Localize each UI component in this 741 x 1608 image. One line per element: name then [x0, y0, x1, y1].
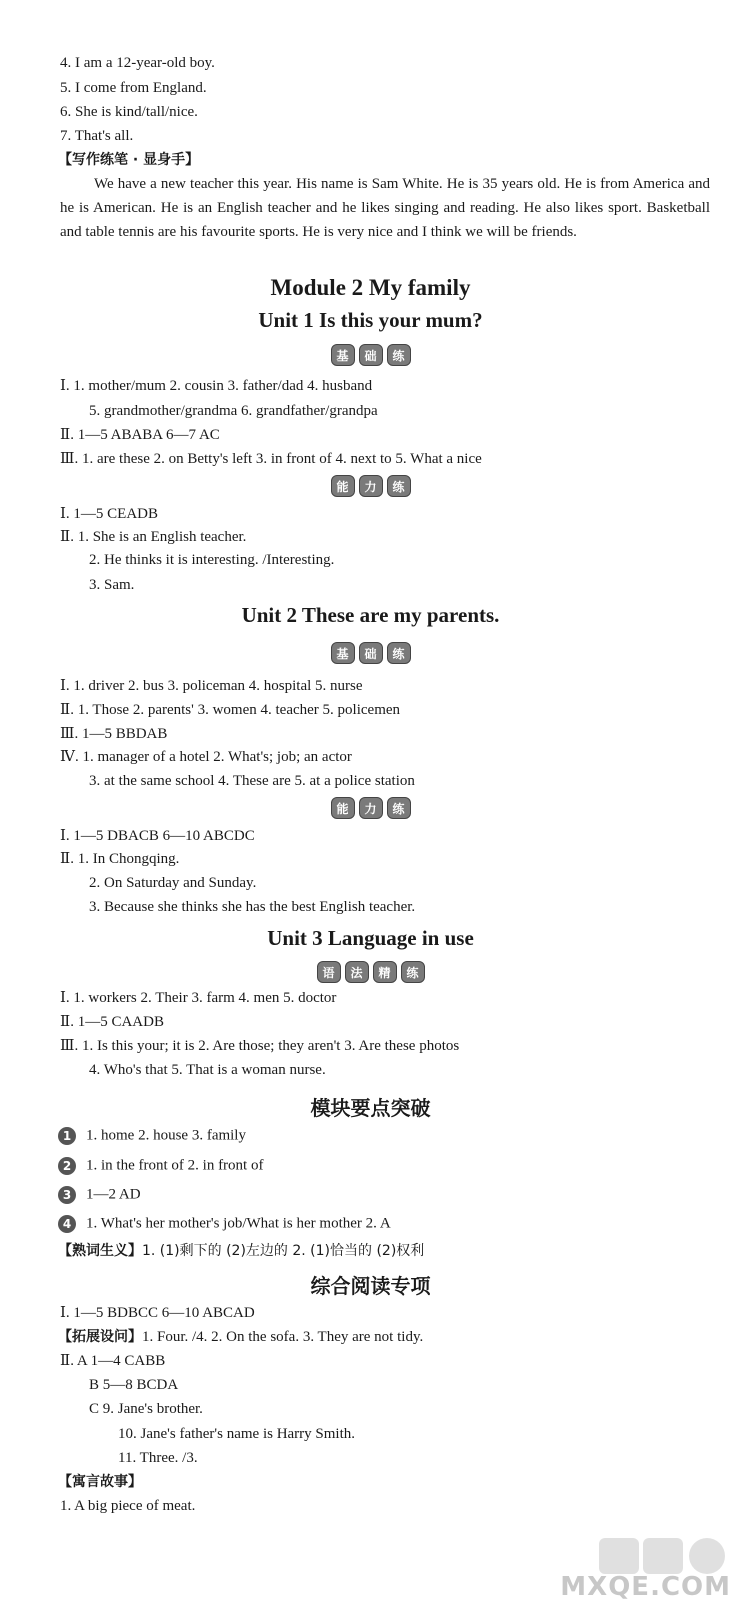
badge-char: 力 — [359, 475, 383, 497]
answer-line: Ⅲ. 1. Is this your; it is 2. Are those; they aren't 3. Are these photos — [60, 1038, 460, 1054]
answer-line: 11. Three. /3. — [118, 1450, 198, 1466]
badge-char: 法 — [345, 961, 369, 983]
answer-line: Ⅰ. 1—5 CEADB — [60, 506, 159, 522]
answer-line: Ⅱ. 1—5 CAADB — [60, 1014, 164, 1030]
badge-char: 练 — [387, 344, 411, 366]
answer-line: 2. On Saturday and Sunday. — [89, 875, 257, 891]
answer-line: Ⅱ. 1—5 ABABA 6—7 AC — [60, 427, 220, 443]
answer-line: 5. grandmother/grandma 6. grandfather/grandpa — [89, 403, 378, 419]
answer-line: 3. at the same school 4. These are 5. at a police station — [89, 773, 415, 789]
key-point-row — [58, 1186, 141, 1204]
badge-char: 练 — [401, 961, 425, 983]
answer-line: Ⅱ. A 1—4 CABB — [60, 1353, 166, 1369]
badge-char: 力 — [359, 797, 383, 819]
answer-line: 6. She is kind/tall/nice. — [60, 104, 198, 120]
unit2-title: Unit 2 These are my parents. — [241, 603, 500, 627]
answer-line: Ⅰ. 1. mother/mum 2. cousin 3. father/dad 4. husband — [60, 378, 373, 394]
watermark-text: MXQE.COM — [560, 1572, 731, 1602]
unit3-title: Unit 3 Language in use — [267, 926, 474, 950]
answer-line: Ⅰ. 1. workers 2. Their 3. farm 4. men 5. doctor — [60, 990, 337, 1006]
badge-char: 基 — [331, 344, 355, 366]
answer-line: 1. A big piece of meat. — [60, 1498, 196, 1514]
number-badge: 2 — [58, 1157, 76, 1175]
badge-char: 础 — [359, 344, 383, 366]
extend-label: 【拓展设问】 — [58, 1329, 142, 1345]
module-title: Module 2 My family — [270, 275, 471, 300]
key-point-row — [58, 1127, 246, 1145]
familiar-word-label: 【熟词生义】 — [58, 1243, 142, 1259]
answer-line: 7. That's all. — [60, 128, 134, 144]
key-point-row — [58, 1157, 263, 1175]
grammar-practice-badge — [0, 961, 741, 983]
number-badge: 3 — [58, 1186, 76, 1204]
writing-paragraph: We have a new teacher this year. His name is Sam White. He is 35 years old. He is from America and he is American. He is an English teacher and he likes singing and reading. He also likes sport. Basketball and table tennis are his favourite sports. He is very nice and I think we will be friends. — [60, 176, 710, 240]
answer-line: Ⅱ. 1. Those 2. parents' 3. women 4. teacher 5. policemen — [60, 702, 401, 718]
badge-char: 能 — [331, 797, 355, 819]
answer-line: Ⅲ. 1. are these 2. on Betty's left 3. in front of 4. next to 5. What a nice — [60, 451, 482, 467]
number-badge: 4 — [58, 1215, 76, 1233]
badge-char: 精 — [373, 961, 397, 983]
badge-char: 练 — [387, 642, 411, 664]
ability-practice-badge — [0, 797, 741, 819]
answer-line: Ⅰ. 1—5 DBACB 6—10 ABCDC — [60, 828, 255, 844]
badge-char: 基 — [331, 642, 355, 664]
answer-line: Ⅰ. 1—5 BDBCC 6—10 ABCAD — [60, 1305, 255, 1321]
answer-line: 4. Who's that 5. That is a woman nurse. — [89, 1062, 326, 1078]
key-point-text: 1. What's her mother's job/What is her mother 2. A — [86, 1215, 391, 1232]
answer-line: Ⅰ. 1. driver 2. bus 3. policeman 4. hospital 5. nurse — [60, 678, 363, 694]
extend-text: 1. Four. /4. 2. On the sofa. 3. They are not tidy. — [142, 1329, 424, 1345]
basic-practice-badge — [0, 344, 741, 366]
badge-char: 语 — [317, 961, 341, 983]
answer-line: Ⅲ. 1—5 BBDAB — [60, 726, 168, 742]
familiar-word-text: 1. (1)剩下的 (2)左边的 2. (1)恰当的 (2)权利 — [142, 1243, 425, 1259]
answer-line: Ⅱ. 1. She is an English teacher. — [60, 529, 247, 545]
unit1-title: Unit 1 Is this your mum? — [258, 308, 483, 332]
basic-practice-badge — [0, 642, 741, 664]
badge-char: 础 — [359, 642, 383, 664]
answer-line: B 5—8 BCDA — [89, 1377, 179, 1393]
badge-char: 练 — [387, 797, 411, 819]
ability-practice-badge — [0, 475, 741, 497]
answer-line: Ⅳ. 1. manager of a hotel 2. What's; job; an actor — [60, 749, 352, 765]
fable-label: 【寓言故事】 — [58, 1474, 142, 1490]
answer-line: 2. He thinks it is interesting. /Interesting. — [89, 552, 335, 568]
familiar-word-row — [58, 1244, 424, 1259]
answer-line: 3. Sam. — [89, 577, 135, 593]
badge-char: 能 — [331, 475, 355, 497]
extend-question-row — [58, 1330, 423, 1345]
answer-line: 5. I come from England. — [60, 80, 207, 96]
key-point-text: 1—2 AD — [86, 1186, 141, 1203]
answer-line: Ⅱ. 1. In Chongqing. — [60, 851, 180, 867]
badge-char: 练 — [387, 475, 411, 497]
key-point-text: 1. in the front of 2. in front of — [86, 1157, 264, 1174]
number-badge: 1 — [58, 1127, 76, 1145]
key-point-row — [58, 1215, 391, 1233]
answer-line: 4. I am a 12-year-old boy. — [60, 55, 215, 71]
answer-line: C 9. Jane's brother. — [89, 1401, 203, 1417]
answer-line: 10. Jane's father's name is Harry Smith. — [118, 1426, 356, 1442]
writing-section-label: 【写作练笔 · 显身手】 — [58, 152, 200, 168]
answer-line: 3. Because she thinks she has the best English teacher. — [89, 899, 416, 915]
key-points-title: 模块要点突破 — [310, 1096, 431, 1120]
reading-title: 综合阅读专项 — [310, 1274, 431, 1298]
key-point-text: 1. home 2. house 3. family — [86, 1127, 246, 1144]
